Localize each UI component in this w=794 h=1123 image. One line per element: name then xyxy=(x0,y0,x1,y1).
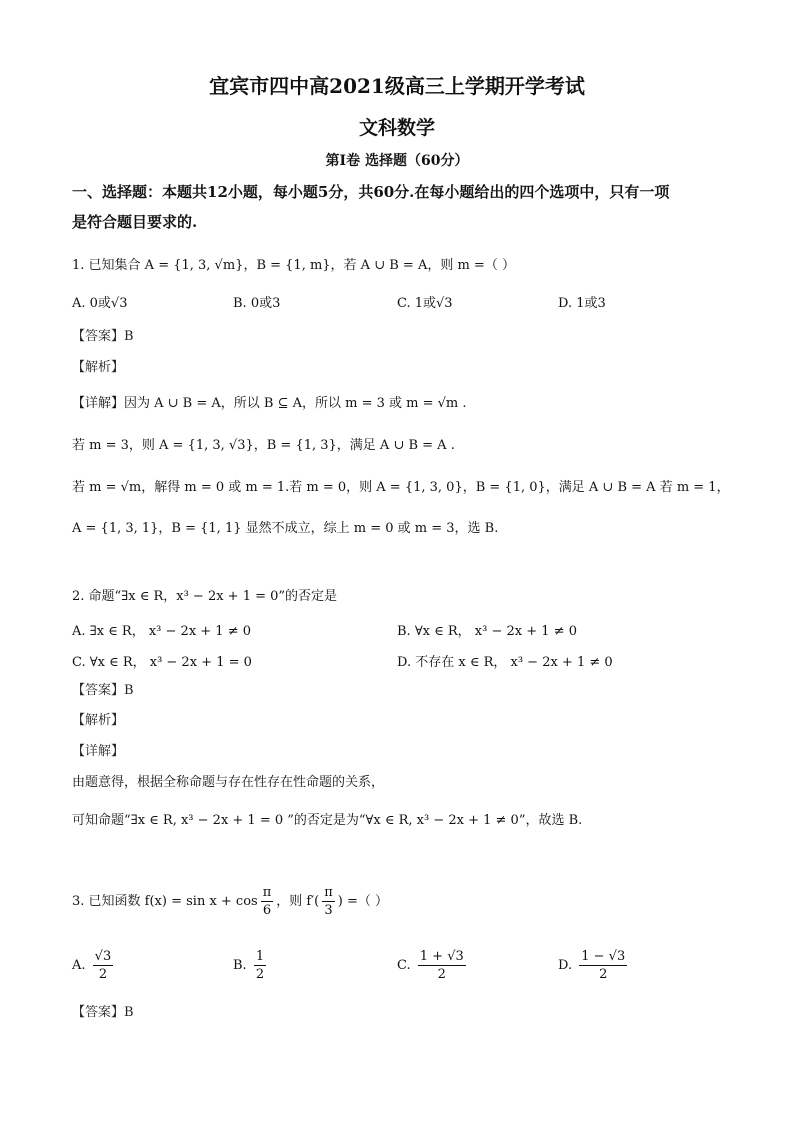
exam-title: 宜宾市四中高2021级高三上学期开学考试 xyxy=(209,74,585,98)
section-title: 第I卷 选择题（60分） xyxy=(325,153,469,169)
subject-title: 文科数学 xyxy=(358,117,435,139)
q2-detail-1: 由题意得，根据全称命题与存在性存在性命题的关系， xyxy=(72,775,385,790)
q3-stem-part-a: 3. 已知函数 f(x) = sin x + cos xyxy=(72,894,258,909)
q3-option-c-fraction: $\frac{1 + √3}{2}$ xyxy=(419,949,464,982)
q3-option-b-fraction: $\frac{1}{2}$ xyxy=(255,949,265,982)
q2-option-c: C. ∀x ∈ R， x³ − 2x + 1 = 0 xyxy=(72,655,252,670)
q3-stem-part-c: ) =（ ） xyxy=(337,894,389,909)
q3-option-d-fraction: $\frac{1 - √3}{2}$ xyxy=(581,949,626,982)
q3-option-c: C. $\frac{1 + √3}{2}$ xyxy=(397,949,464,982)
q3-option-b: B. $\frac{1}{2}$ xyxy=(233,949,265,982)
q1-analysis-label: 【解析】 xyxy=(72,360,125,375)
q1-detail-2: 若 m = 3，则 A = {1, 3, √3}，B = {1, 3}，满足 A ∪ B = A . xyxy=(72,438,455,453)
q1-option-c: C. 1或√3 xyxy=(397,296,453,311)
q2-stem: 2. 命题“∃x ∈ R，x³ − 2x + 1 = 0”的否定是 xyxy=(72,589,338,604)
q1-detail-4: A = {1, 3, 1}，B = {1, 1} 显然不成立，综上 m = 0 或 m = 3，选 B. xyxy=(72,521,499,536)
q1-stem: 1. 已知集合 A = {1, 3, √m}，B = {1, m}，若 A ∪ B = A，则 m =（ ） xyxy=(72,258,515,273)
q3-stem-fraction-1: $\frac{\pi}{6}$ xyxy=(262,885,272,918)
q3-answer: 【答案】B xyxy=(72,1005,134,1020)
q2-option-a: A. ∃x ∈ R， x³ − 2x + 1 ≠ 0 xyxy=(72,624,252,639)
q2-option-b: B. ∀x ∈ R， x³ − 2x + 1 ≠ 0 xyxy=(397,624,577,639)
q1-answer: 【答案】B xyxy=(72,329,134,344)
q1-option-b: B. 0或3 xyxy=(233,296,281,311)
q3-stem xyxy=(72,884,388,920)
q3-stem-fraction-2: $\frac{\pi}{3}$ xyxy=(324,885,333,918)
q2-detail-label: 【详解】 xyxy=(72,744,125,759)
q1-detail-3: 若 m = √m，解得 m = 0 或 m = 1.若 m = 0，则 A = {1, 3, 0}，B = {1, 0}，满足 A ∪ B = A 若 m = 1， xyxy=(72,480,730,495)
q2-analysis-label: 【解析】 xyxy=(72,713,125,728)
instructions-line-2: 是符合题目要求的. xyxy=(72,213,198,231)
q1-option-d: D. 1或3 xyxy=(558,296,606,311)
q2-option-d: D. 不存在 x ∈ R， x³ − 2x + 1 ≠ 0 xyxy=(397,655,613,670)
q2-answer: 【答案】B xyxy=(72,683,134,698)
q1-detail-1: 【详解】因为 A ∪ B = A，所以 B ⊆ A，所以 m = 3 或 m = √m . xyxy=(72,396,467,411)
q3-option-a: A. $\frac{√3}{2}$ xyxy=(72,949,112,982)
instructions-line-1: 一、选择题：本题共12小题，每小题5分，共60分.在每小题给出的四个选项中，只有一项 xyxy=(72,183,670,201)
q2-detail-2: 可知命题“∃x ∈ R, x³ − 2x + 1 = 0 ”的否定是为“∀x ∈ R, x³ − 2x + 1 ≠ 0”，故选 B. xyxy=(72,813,583,828)
q3-option-a-fraction: $\frac{√3}{2}$ xyxy=(94,949,112,982)
q3-stem-part-b: ，则 f′( xyxy=(276,894,320,909)
q3-option-d: D. $\frac{1 - √3}{2}$ xyxy=(558,949,626,982)
q1-option-a: A. 0或√3 xyxy=(72,296,128,311)
